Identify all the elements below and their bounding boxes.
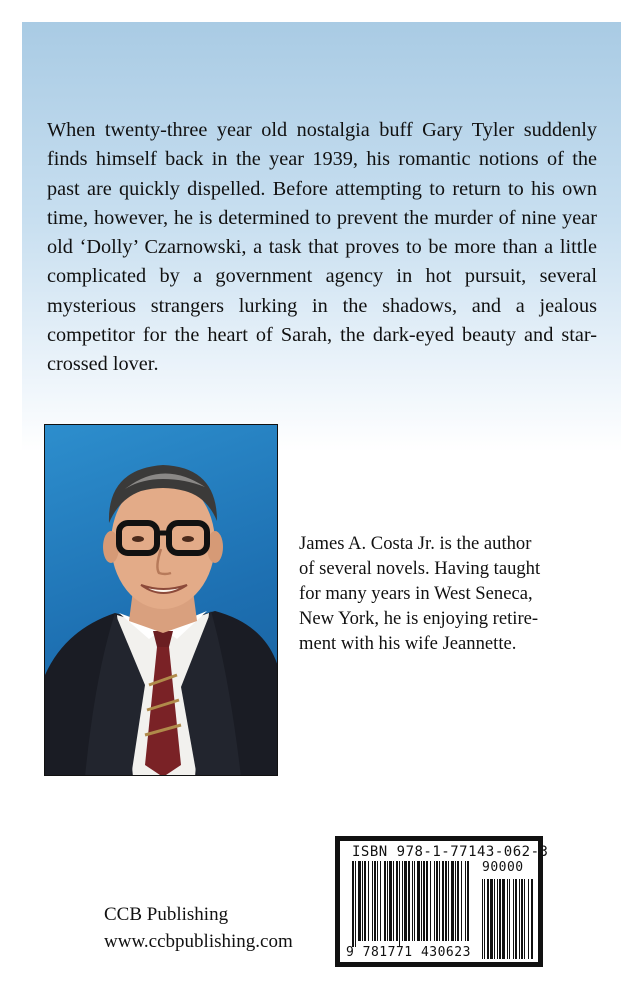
barcode-bar xyxy=(384,861,386,941)
barcode-addon-bar xyxy=(521,879,523,959)
barcode-addon-bar xyxy=(484,879,485,959)
barcode-bar xyxy=(389,861,392,941)
isbn-barcode xyxy=(335,836,549,967)
publisher-url: www.ccbpublishing.com xyxy=(104,931,293,952)
publisher-info xyxy=(104,901,293,955)
barcode-bar xyxy=(414,861,415,941)
barcode-bar xyxy=(461,861,462,941)
barcode-bar xyxy=(393,861,394,941)
author-bio-line: for many years in West Seneca, xyxy=(299,583,533,604)
barcode-bar xyxy=(399,861,400,947)
barcode-bar xyxy=(442,861,444,941)
barcode-addon-bar xyxy=(507,879,508,959)
barcode-bar xyxy=(362,861,363,941)
barcode-bar xyxy=(368,861,369,941)
barcode-bar xyxy=(434,861,435,941)
barcode-addon-bar xyxy=(524,879,525,959)
barcode-bar xyxy=(417,861,420,941)
barcode-digits: 9 781771 430623 xyxy=(346,945,471,960)
barcode-bar xyxy=(402,861,403,941)
barcode-addon-bar xyxy=(528,879,529,959)
barcode-addon-bar xyxy=(513,879,514,959)
barcode-bar xyxy=(426,861,428,941)
barcode-addon-bar xyxy=(531,879,533,959)
author-bio-line: ment with his wife Jeannette. xyxy=(299,633,517,654)
book-blurb: When twenty-three year old nostalgia buff Gary Tyler suddenly finds himself back in the year 1939, his romantic notions of the past are quickly dispelled. Before attempting to return to his own time, however, he is determined to prevent the murder of nine year old ‘Dolly’ Czarnowski, a task that proves to be more than a little complicated by a government agency in hot pursuit, several mysterious strangers lurking in the shadows, and a jealous competitor for the heart of Sarah, the dark-eyed beauty and star-crossed lover. xyxy=(47,119,597,376)
barcode-bar xyxy=(404,861,407,941)
barcode-bar xyxy=(387,861,388,941)
barcode-bar xyxy=(448,861,449,941)
barcode-bar xyxy=(465,861,466,941)
barcode-bar xyxy=(421,861,422,941)
publisher-name: CCB Publishing xyxy=(104,904,229,925)
barcode-addon-bar xyxy=(499,879,501,959)
barcode-bar xyxy=(430,861,431,941)
barcode-addon-bar xyxy=(482,879,483,959)
barcode-addon-bar xyxy=(519,879,520,959)
barcode-bar xyxy=(377,861,378,941)
barcode-bar xyxy=(408,861,410,941)
barcode-bar xyxy=(358,861,361,941)
barcode-bar xyxy=(436,861,438,941)
author-bio xyxy=(299,531,581,656)
barcode-addon: 90000 xyxy=(482,860,524,875)
author-photo xyxy=(44,424,278,776)
author-bio-line: James A. Costa Jr. is the author xyxy=(299,533,532,554)
barcode-bar xyxy=(374,861,376,941)
barcode-bar xyxy=(457,861,459,941)
barcode-bar xyxy=(355,861,356,947)
barcode-addon-bar xyxy=(494,879,495,959)
barcode-bar xyxy=(445,861,447,941)
barcode-bar xyxy=(412,861,413,941)
barcode-bar xyxy=(467,861,469,941)
barcode-addon-bar xyxy=(490,879,493,959)
barcode-bar xyxy=(439,861,440,941)
barcode-bar xyxy=(364,861,366,941)
barcode-addon-bar xyxy=(509,879,510,959)
barcode-addon-bar xyxy=(487,879,489,959)
barcode-bar xyxy=(396,861,398,941)
barcode-bar xyxy=(455,861,456,941)
isbn-label: ISBN 978-1-77143-062-3 xyxy=(352,844,549,860)
barcode-bar xyxy=(451,861,454,941)
barcode-addon-bar xyxy=(497,879,498,959)
barcode-bar xyxy=(380,861,381,941)
barcode-bar xyxy=(423,861,425,941)
barcode-bar xyxy=(372,861,373,941)
author-bio-line: of several novels. Having taught xyxy=(299,558,541,579)
barcode-addon-bar xyxy=(515,879,517,959)
barcode-addon-bar xyxy=(502,879,505,959)
barcode-bar xyxy=(352,861,354,947)
author-bio-line: New York, he is enjoying retire- xyxy=(299,608,539,629)
